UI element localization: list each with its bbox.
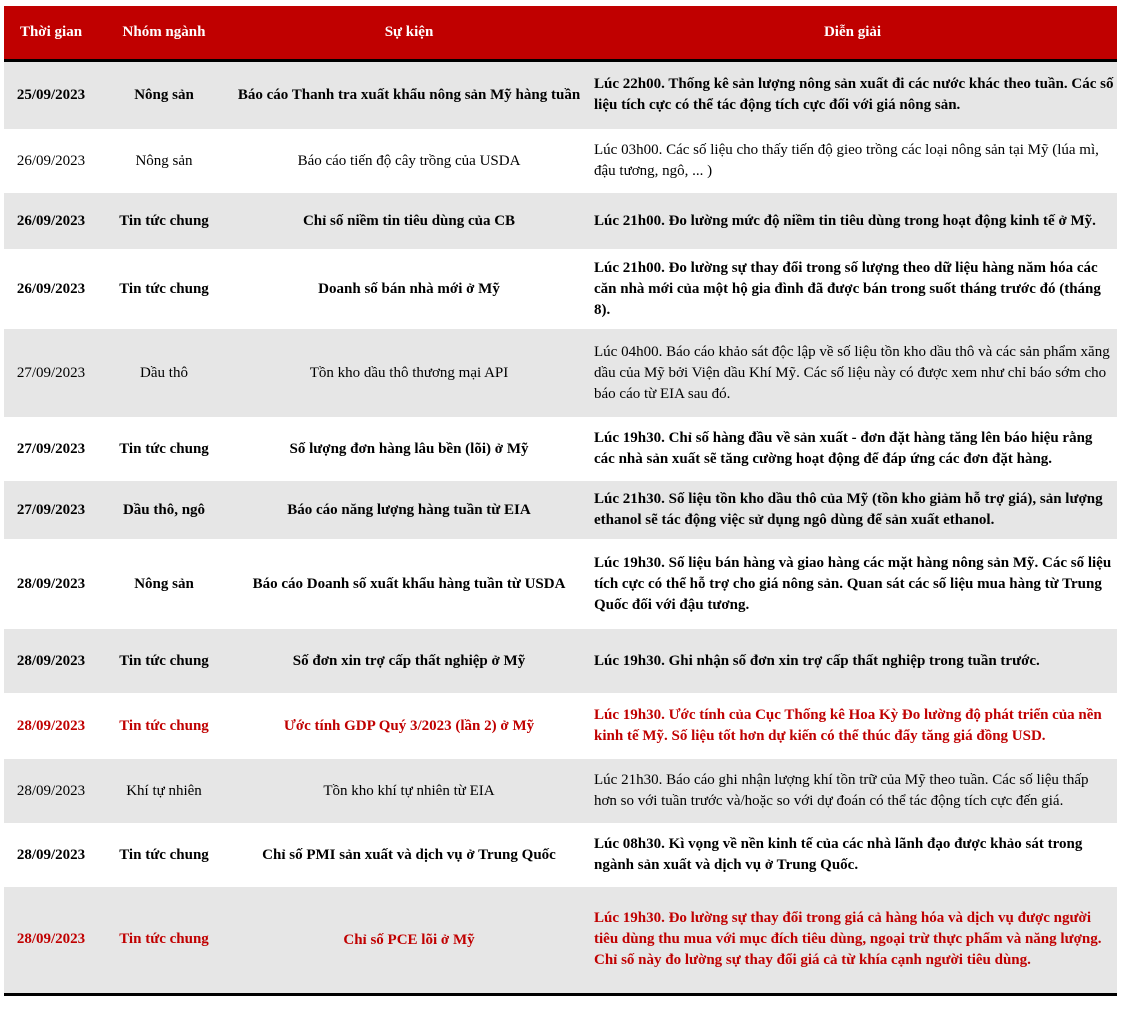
cell-group: Dầu thô, ngô [122, 501, 206, 518]
table-row [4, 540, 1117, 628]
table-row [4, 480, 1117, 540]
cell-desc: Lúc 19h30. Đo lường sự thay đổi trong giá cả hàng hóa và dịch vụ được người tiêu dùng thu mua với mục đích tiêu dùng, ngoại trừ thực phẩm và năng lượng. Chỉ số này đo lường sự thay đổi giá cả từ khía cạnh người tiêu dùng. [594, 910, 1102, 969]
table-row [4, 60, 1117, 130]
cell-date: 28/09/2023 [16, 717, 86, 734]
cell-desc: Lúc 08h30. Kì vọng về nền kinh tế của các nhà lãnh đạo được khảo sát trong ngành sản xuất và dịch vụ ở Trung Quốc. [594, 836, 1083, 873]
cell-desc: Lúc 03h00. Các số liệu cho thấy tiến độ gieo trồng các loại nông sản tại Mỹ (lúa mì, đậu tương, ngô, ... ) [594, 142, 1099, 179]
table-row [4, 824, 1117, 886]
cell-event: Chỉ số PCE lõi ở Mỹ [343, 931, 475, 948]
cell-event: Báo cáo Doanh số xuất khẩu hàng tuần từ USDA [252, 576, 566, 592]
header-row [4, 6, 1117, 60]
cell-date: 27/09/2023 [16, 364, 86, 381]
table-row [4, 418, 1117, 480]
cell-desc: Lúc 19h30. Ghi nhận số đơn xin trợ cấp thất nghiệp trong tuần trước. [594, 652, 1040, 669]
table-row [4, 758, 1117, 824]
cell-group: Tin tức chung [119, 846, 209, 863]
cell-event: Báo cáo Thanh tra xuất khẩu nông sản Mỹ hàng tuần [237, 87, 581, 104]
cell-desc: Lúc 19h30. Ước tính của Cục Thống kê Hoa Kỳ Đo lường độ phát triển của nền kinh tế Mỹ. Số liệu tốt hơn dự kiến có thể thúc đẩy tăng giá đồng USD. [594, 707, 1102, 744]
cell-event: Tồn kho dầu thô thương mại API [309, 365, 509, 381]
cell-desc: Lúc 22h00. Thống kê sản lượng nông sản xuất đi các nước khác theo tuần. Các số liệu tích cực có thể tác động tích cực đối với giá nông sản. [594, 76, 1114, 114]
cell-group: Tin tức chung [119, 931, 209, 948]
cell-group: Nông sản [134, 575, 194, 592]
cell-date: 28/09/2023 [16, 782, 86, 799]
cell-desc: Lúc 21h30. Số liệu tồn kho dầu thô của Mỹ (tồn kho giảm hỗ trợ giá), sản lượng ethanol sẽ tác động việc sử dụng ngô dùng để sản xuất ethanol. [594, 491, 1103, 528]
table-header [4, 6, 1117, 60]
header-date: Thời gian [19, 23, 83, 40]
table-row [4, 694, 1117, 758]
cell-date: 28/09/2023 [16, 846, 86, 863]
cell-date: 28/09/2023 [16, 575, 86, 592]
cell-desc: Lúc 19h30. Chỉ số hàng đầu về sản xuất - đơn đặt hàng tăng lên báo hiệu rằng các nhà sản xuất sẽ tăng cường hoạt động để đáp ứng các đơn đặt hàng. [594, 430, 1093, 467]
cell-date: 26/09/2023 [16, 212, 86, 229]
table-row [4, 328, 1117, 418]
cell-date: 28/09/2023 [16, 931, 86, 948]
cell-group: Dầu thô [140, 364, 188, 381]
cell-desc: Lúc 21h00. Đo lường sự thay đổi trong số lượng theo dữ liệu hàng năm hóa các căn nhà mới của một hộ gia đình đã được bán trong suốt tháng trước đó (tháng 8). [594, 259, 1101, 318]
cell-date: 28/09/2023 [16, 652, 86, 669]
economic-calendar [4, 6, 1117, 996]
cell-event: Chỉ số niềm tin tiêu dùng của CB [302, 213, 516, 229]
cell-event: Ước tính GDP Quý 3/2023 (lần 2) ở Mỹ [283, 718, 535, 734]
cell-date: 26/09/2023 [16, 152, 86, 169]
cell-desc: Lúc 19h30. Số liệu bán hàng và giao hàng các mặt hàng nông sản Mỹ. Các số liệu tích cực có thể hỗ trợ cho giá nông sản. Quan sát các số liệu mua hàng từ Trung Quốc đối với đậu tương. [594, 554, 1112, 613]
cell-date: 25/09/2023 [16, 86, 86, 103]
cell-group: Tin tức chung [119, 717, 209, 734]
cell-group: Nông sản [134, 86, 194, 103]
cell-date: 27/09/2023 [16, 440, 86, 457]
cell-date: 27/09/2023 [16, 501, 86, 518]
table-row [4, 130, 1117, 192]
table-row [4, 886, 1117, 994]
cell-group: Tin tức chung [119, 652, 209, 669]
cell-group: Tin tức chung [119, 440, 209, 457]
table-body [4, 60, 1117, 994]
header-desc: Diễn giải [823, 23, 882, 40]
header-group: Nhóm ngành [122, 23, 206, 40]
cell-event: Báo cáo năng lượng hàng tuần từ EIA [287, 502, 531, 518]
events-table [4, 6, 1117, 996]
cell-desc: Lúc 21h00. Đo lường mức độ niềm tin tiêu dùng trong hoạt động kinh tế ở Mỹ. [594, 212, 1096, 229]
cell-group: Tin tức chung [119, 212, 209, 229]
cell-desc: Lúc 04h00. Báo cáo khảo sát độc lập về số liệu tồn kho dầu thô và các sản phẩm xăng dầu của Mỹ bởi Viện dầu Khí Mỹ. Các số liệu này có được xem như chỉ báo sớm cho báo cáo từ EIA sau đó. [594, 343, 1110, 402]
cell-event: Chỉ số PMI sản xuất và dịch vụ ở Trung Quốc [262, 847, 556, 863]
table-row [4, 192, 1117, 250]
cell-event: Doanh số bán nhà mới ở Mỹ [318, 281, 500, 297]
cell-group: Khí tự nhiên [126, 782, 202, 799]
table-row [4, 628, 1117, 694]
cell-event: Số lượng đơn hàng lâu bền (lõi) ở Mỹ [289, 441, 529, 457]
header-event: Sự kiện [384, 23, 434, 40]
cell-event: Tồn kho khí tự nhiên từ EIA [323, 783, 495, 799]
cell-group: Tin tức chung [119, 280, 209, 297]
cell-desc: Lúc 21h30. Báo cáo ghi nhận lượng khí tồn trữ của Mỹ theo tuần. Các số liệu thấp hơn so với tuần trước và/hoặc so với dự đoán có thể tác động tích cực đến giá. [594, 772, 1089, 809]
cell-group: Nông sản [135, 152, 193, 169]
cell-date: 26/09/2023 [16, 280, 86, 297]
cell-event: Báo cáo tiến độ cây trồng của USDA [297, 153, 521, 169]
cell-event: Số đơn xin trợ cấp thất nghiệp ở Mỹ [292, 653, 526, 669]
table-row [4, 250, 1117, 328]
